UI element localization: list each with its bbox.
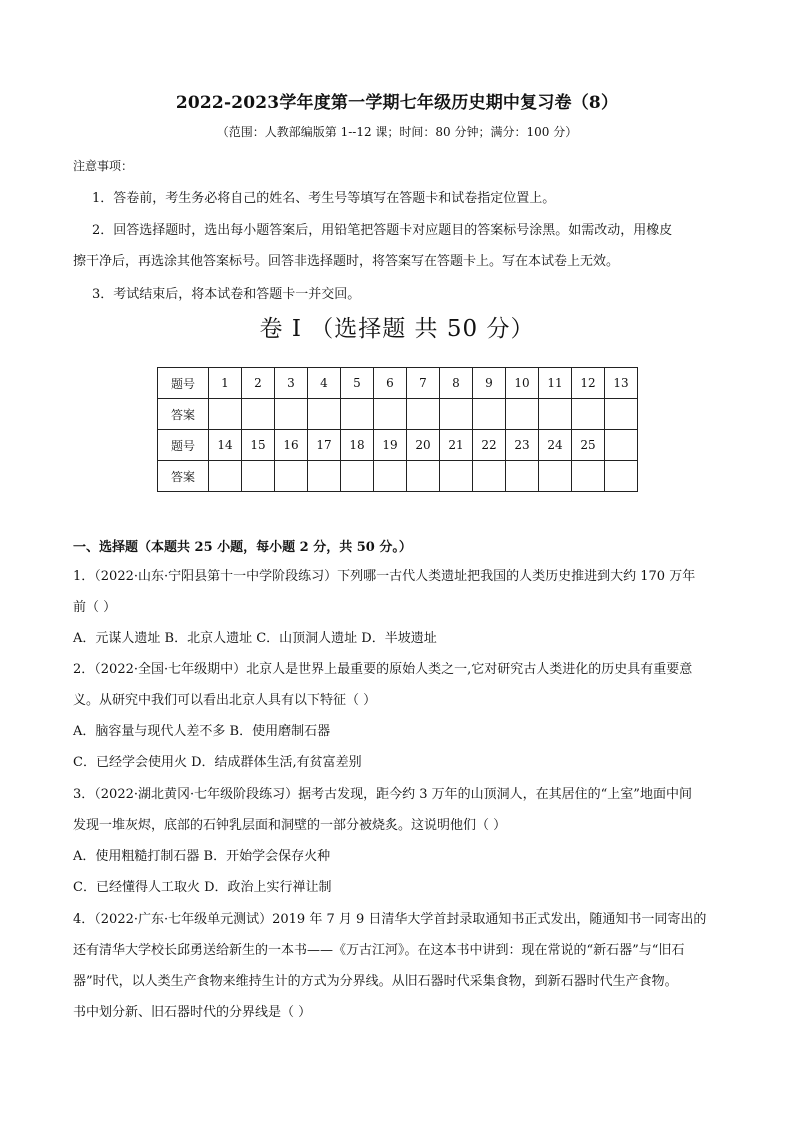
question-number: 20: [407, 430, 440, 461]
exam-subtitle: （范围：人教部编版第 1--12 课；时间：80 分钟；满分：100 分）: [216, 125, 578, 139]
answer-table: [157, 367, 638, 492]
question-number: 25: [572, 430, 605, 461]
exam-title: 2022-2023学年度第一学期七年级历史期中复习卷（8）: [175, 93, 619, 113]
table-row: [158, 461, 638, 492]
answer-cell[interactable]: [341, 461, 374, 492]
question-number: 5: [341, 368, 374, 399]
question-number: 14: [209, 430, 242, 461]
answer-cell[interactable]: [473, 399, 506, 430]
question-number: 3: [275, 368, 308, 399]
question-number: 24: [539, 430, 572, 461]
answer-cell[interactable]: [374, 399, 407, 430]
question-number: 6: [374, 368, 407, 399]
question-number: 11: [539, 368, 572, 399]
question-text: 1．（2022·山东·宁阳县第十一中学阶段练习）下列哪一古代人类遗址把我国的人类历史推进到大约 170 万年: [73, 569, 696, 584]
question-text: 前（ ）: [73, 600, 117, 615]
question-text: 2．（2022·全国·七年级期中）北京人是世界上最重要的原始人类之一,它对研究古人类进化的历史具有重要意: [73, 662, 693, 677]
question-number: 16: [275, 430, 308, 461]
notice-heading: 注意事项：: [73, 159, 134, 173]
question-number: 4: [308, 368, 341, 399]
question-number: 15: [242, 430, 275, 461]
answer-cell[interactable]: [308, 461, 341, 492]
answer-cell[interactable]: [374, 461, 407, 492]
question-text: 发现一堆灰烬，底部的石钟乳层面和洞壁的一部分被烧炙。这说明他们（ ）: [73, 818, 507, 833]
question-number: 1: [209, 368, 242, 399]
question-text: 器”时代，以人类生产食物来维持生计的方式为分界线。从旧石器时代采集食物，到新石器时代生产食物。: [73, 974, 678, 989]
row-label: 答案: [158, 399, 209, 430]
question-number: 13: [605, 368, 638, 399]
question-number: 17: [308, 430, 341, 461]
answer-cell[interactable]: [605, 461, 638, 492]
row-label: 题号: [158, 430, 209, 461]
notice-item: 擦干净后，再选涂其他答案标号。回答非选择题时，将答案写在答题卡上。写在本试卷上无效。: [73, 254, 620, 269]
question-options: A．使用粗糙打制石器 B．开始学会保存火种: [73, 849, 331, 864]
table-row: [158, 399, 638, 430]
question-number: 7: [407, 368, 440, 399]
answer-cell[interactable]: [275, 461, 308, 492]
question-number: 22: [473, 430, 506, 461]
question-text: 3．（2022·湖北黄冈·七年级阶段练习）据考古发现，距今约 3 万年的山顶洞人，在其居住的“上室”地面中间: [73, 787, 692, 802]
question-options: C．已经懂得人工取火 D．政治上实行禅让制: [73, 880, 332, 895]
question-number: 2: [242, 368, 275, 399]
answer-cell[interactable]: [308, 399, 341, 430]
answer-cell[interactable]: [473, 461, 506, 492]
answer-cell[interactable]: [539, 399, 572, 430]
question-options: A．脑容量与现代人差不多 B．使用磨制石器: [73, 724, 331, 739]
answer-cell[interactable]: [572, 399, 605, 430]
answer-cell[interactable]: [209, 461, 242, 492]
answer-cell[interactable]: [440, 399, 473, 430]
question-number: 19: [374, 430, 407, 461]
notice-item: 2．回答选择题时，选出每小题答案后，用铅笔把答题卡对应题目的答案标号涂黑。如需改动，用橡皮: [92, 223, 673, 238]
question-number: 21: [440, 430, 473, 461]
answer-cell[interactable]: [506, 399, 539, 430]
row-label: 答案: [158, 461, 209, 492]
notice-item: 1．答卷前，考生务必将自己的姓名、考生号等填写在答题卡和试卷指定位置上。: [92, 191, 556, 206]
notice-item: 3．考试结束后，将本试卷和答题卡一并交回。: [92, 287, 361, 302]
answer-cell[interactable]: [440, 461, 473, 492]
answer-cell[interactable]: [539, 461, 572, 492]
question-number: 9: [473, 368, 506, 399]
question-number: 18: [341, 430, 374, 461]
question-options: A．元谋人遗址 B．北京人遗址 C．山顶洞人遗址 D．半坡遗址: [73, 631, 437, 646]
answer-cell[interactable]: [242, 461, 275, 492]
answer-cell[interactable]: [209, 399, 242, 430]
section-title: 卷 I （选择题 共 50 分）: [259, 316, 535, 342]
answer-cell[interactable]: [407, 399, 440, 430]
answer-cell[interactable]: [275, 399, 308, 430]
part-heading: 一、选择题（本题共 25 小题，每小题 2 分，共 50 分。）: [73, 540, 412, 555]
answer-cell[interactable]: [407, 461, 440, 492]
table-row: [158, 430, 638, 461]
answer-cell[interactable]: [572, 461, 605, 492]
question-text: 还有清华大学校长邱勇送给新生的一本书——《万古江河》。在这本书中讲到：现在常说的“新石器”与“旧石: [73, 943, 685, 958]
question-number: 10: [506, 368, 539, 399]
question-text: 4．（2022·广东·七年级单元测试）2019 年 7 月 9 日清华大学首封录取通知书正式发出，随通知书一同寄出的: [73, 912, 707, 927]
question-options: C．已经学会使用火 D．结成群体生活,有贫富差别: [73, 755, 362, 770]
answer-cell[interactable]: [242, 399, 275, 430]
table-row: [158, 368, 638, 399]
question-number: 8: [440, 368, 473, 399]
question-text: 书中划分新、旧石器时代的分界线是（ ）: [73, 1005, 312, 1020]
answer-cell[interactable]: [341, 399, 374, 430]
question-number: 23: [506, 430, 539, 461]
answer-cell[interactable]: [506, 461, 539, 492]
row-label: 题号: [158, 368, 209, 399]
question-text: 义。从研究中我们可以看出北京人具有以下特征（ ）: [73, 693, 377, 708]
question-number: [605, 430, 638, 461]
answer-cell[interactable]: [605, 399, 638, 430]
question-number: 12: [572, 368, 605, 399]
